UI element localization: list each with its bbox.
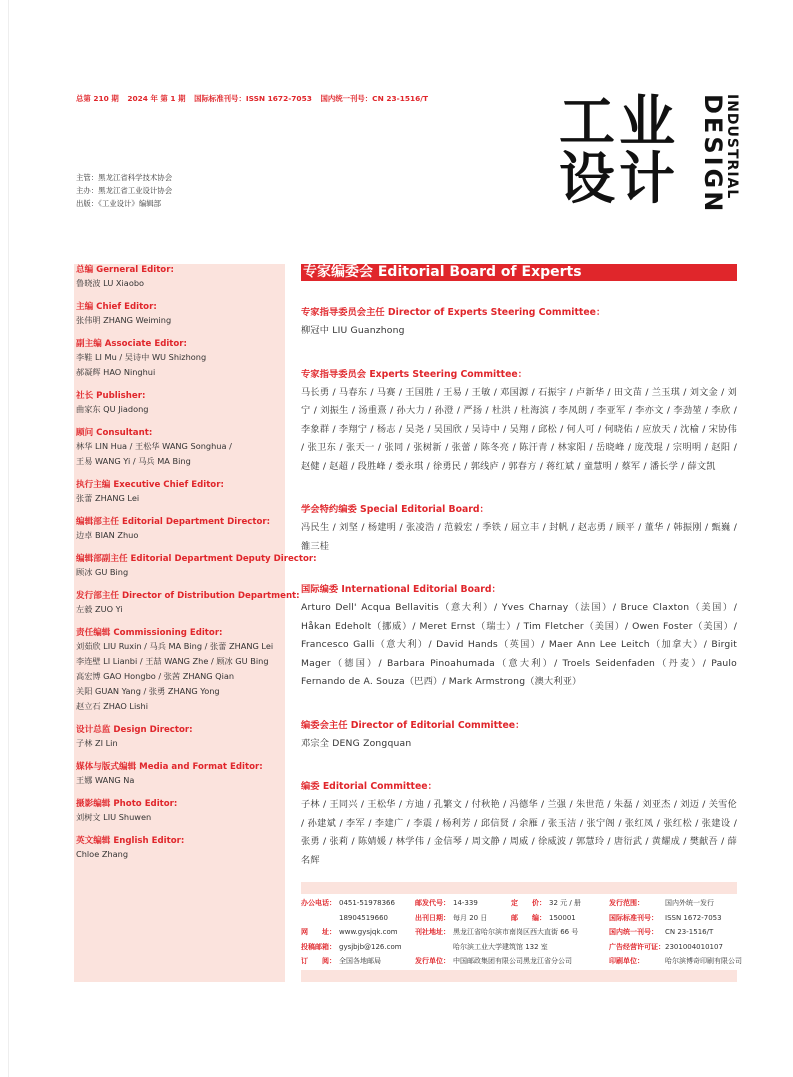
- staff-sidebar: [74, 264, 317, 982]
- staff-name: 顾冰 GU Bing: [76, 567, 129, 577]
- staff-entry: [76, 835, 285, 862]
- staff-role: 英文编辑 English Editor:: [76, 836, 185, 846]
- info-row: [415, 925, 578, 940]
- board-title: 专家编委会 Editorial Board of Experts: [301, 264, 737, 281]
- info-value: 全国各地邮局: [339, 957, 381, 965]
- editorial-board: [301, 264, 737, 870]
- info-value: 中国邮政集团有限公司黑龙江省分公司: [453, 957, 572, 965]
- staff-name: 刘树文 LIU Shuwen: [76, 812, 152, 822]
- staff-name: 曲家东 QU Jiadong: [76, 404, 149, 414]
- staff-name: 鲁晓波 LU Xiaobo: [76, 278, 145, 288]
- logo-en-line1: INDUSTRIAL: [724, 94, 740, 200]
- info-value: www.gysjqk.com: [339, 928, 398, 936]
- info-row: [301, 911, 402, 926]
- info-row: [301, 940, 402, 955]
- info-col-distribution: [609, 896, 742, 969]
- staff-name: 李连壁 LI Lianbi / 王喆 WANG Zhe / 顾冰 GU Bing: [76, 656, 269, 666]
- staff-entry: [76, 390, 285, 417]
- staff-name: 郝凝辉 HAO Ninghui: [76, 367, 156, 377]
- info-label: 邮发代号：: [415, 899, 450, 907]
- staff-entry: [76, 338, 285, 380]
- staff-name: 张伟明 ZHANG Weiming: [76, 315, 172, 325]
- info-value: 18904519660: [339, 913, 388, 922]
- info-value: 150001: [549, 913, 576, 922]
- staff-name: Chloe Zhang: [76, 849, 129, 859]
- page-margin-line: [8, 0, 9, 1077]
- staff-name: 高宏博 GAO Hongbo / 张茜 ZHANG Qian: [76, 671, 235, 681]
- info-label: 网 址：: [301, 928, 336, 936]
- info-row: [511, 911, 581, 926]
- info-value: 2301004010107: [665, 942, 723, 951]
- info-label: 国内统一刊号：: [609, 928, 658, 936]
- publication-info: [301, 882, 742, 982]
- info-value: 14-339: [453, 899, 478, 907]
- info-body: [301, 894, 742, 970]
- staff-role: 摄影编辑 Photo Editor:: [76, 799, 178, 809]
- info-value: ISSN 1672-7053: [665, 913, 722, 922]
- staff-role: 主编 Chief Editor:: [76, 302, 157, 312]
- staff-entry: [76, 627, 285, 714]
- staff-name: 林华 LIN Hua / 王松华 WANG Songhua /: [76, 441, 232, 451]
- info-row: [609, 954, 742, 969]
- board-section-title: 编委会主任 Director of Editorial Committee：: [301, 719, 525, 731]
- info-label: 发行范围：: [609, 899, 644, 907]
- staff-name: 王娜 WANG Na: [76, 775, 135, 785]
- staff-entry: [76, 427, 285, 469]
- logo-en-text: [699, 94, 740, 215]
- board-section-title: 学会特约编委 Special Editorial Board：: [301, 504, 489, 515]
- staff-role: 社长 Publisher:: [76, 391, 146, 401]
- info-value: 32 元 / 册: [549, 899, 581, 907]
- board-sections: [301, 307, 737, 870]
- staff-name: 刘茹欣 LIU Ruxin / 马兵 MA Bing / 张蕾 ZHANG Lei: [76, 641, 274, 651]
- info-value: 国内外统一发行: [665, 899, 714, 907]
- staff-role: 编辑部主任 Editorial Department Director:: [76, 517, 271, 527]
- board-section: [301, 369, 737, 477]
- staff-role: 责任编辑 Commissioning Editor:: [76, 628, 223, 638]
- board-section: [301, 584, 737, 692]
- info-value: gysjbjb@126.com: [339, 942, 402, 951]
- issue-total: 总第 210 期: [76, 94, 119, 103]
- info-value: 每月 20 日: [453, 913, 488, 922]
- board-section-members: 柳冠中 LIU Guanzhong: [301, 325, 405, 336]
- sponsor-publisher: 出版：《工业设计》编辑部: [76, 199, 161, 208]
- info-row: [415, 954, 578, 969]
- board-section-title: 国际编委 International Editorial Board：: [301, 584, 501, 595]
- staff-entry: [76, 761, 285, 788]
- issue-issn: 国际标准刊号：ISSN 1672-7053: [194, 94, 312, 103]
- staff-role: 顾问 Consultant:: [76, 428, 153, 438]
- staff-entry: [76, 798, 285, 825]
- sponsor-list: [76, 171, 172, 210]
- info-row: [415, 940, 578, 955]
- staff-name: 左毅 ZUO Yi: [76, 604, 123, 614]
- info-label: 邮 编：: [511, 913, 546, 922]
- board-section-members: 子林 / 王同兴 / 王松华 / 方迪 / 孔繁文 / 付秋艳 / 冯德华 / 兰强 / 朱世范 / 朱磊 / 刘亚杰 / 刘迈 / 关雪伦 / 孙建斌 / 李军 / 李建广 / 李震 / 杨利芳 / 邱信贤 / 余雁 / 张玉洁 / 张宁阁 / 张红凤 / 张红松 / 张建设 / 张勇 / 张莉 / 陈婧媛 / 林学伟 / 金信琴 / 周文静 / 周威 / 徐威波 / 郭慧玲 / 唐衍武 / 黄耀成 / 樊献吾 / 薛名辉: [301, 799, 737, 866]
- board-section-members: 邓宗全 DENG Zongquan: [301, 737, 412, 749]
- info-label: 投稿邮箱：: [301, 942, 336, 951]
- magazine-logo: [559, 90, 740, 215]
- staff-entry: [76, 590, 300, 617]
- board-section: [301, 781, 737, 870]
- staff-entry: [76, 516, 285, 543]
- staff-name: 关阳 GUAN Yang / 张勇 ZHANG Yong: [76, 686, 220, 696]
- staff-name: 赵立石 ZHAO Lishi: [76, 701, 149, 711]
- info-value: 哈尔滨工业大学建筑馆 132 室: [453, 942, 548, 951]
- board-section: [301, 504, 737, 556]
- info-row: [301, 896, 402, 911]
- info-label: 定 价：: [511, 899, 546, 907]
- info-label: 广告经营许可证：: [609, 942, 665, 951]
- info-row: [609, 896, 742, 911]
- staff-name: 李鞋 LI Mu / 吴诗中 WU Shizhong: [76, 352, 207, 362]
- staff-role: 总编 Gerneral Editor:: [76, 265, 174, 275]
- board-section-title: 编委 Editorial Committee：: [301, 781, 437, 792]
- staff-name: 子林 ZI Lin: [76, 738, 118, 748]
- info-label: 订 阅：: [301, 957, 336, 965]
- info-value: 哈尔滨博奇印刷有限公司: [665, 957, 742, 965]
- staff-name: 王易 WANG Yi / 马兵 MA Bing: [76, 456, 191, 466]
- info-label: 刊社地址：: [415, 928, 450, 936]
- info-row: [609, 911, 742, 926]
- info-label: 办公电话：: [301, 899, 336, 907]
- issue-year: 2024 年 第 1 期: [127, 94, 186, 103]
- issue-line: [76, 93, 434, 104]
- sponsor-host: 主办：黑龙江省工业设计协会: [76, 186, 173, 195]
- info-row: [609, 940, 742, 955]
- staff-role: 副主编 Associate Editor:: [76, 339, 187, 349]
- info-row: [301, 925, 402, 940]
- staff-role: 发行部主任 Director of Distribution Department:: [76, 591, 300, 601]
- staff-list: [74, 264, 317, 862]
- info-value: 黑龙江省哈尔滨市南岗区西大直街 66 号: [453, 928, 579, 936]
- staff-entry: [76, 301, 285, 328]
- staff-role: 媒体与版式编辑 Media and Format Editor:: [76, 762, 263, 772]
- info-row: [301, 954, 402, 969]
- info-bottom-band: [301, 974, 737, 982]
- info-label: 国际标准刊号：: [609, 913, 658, 922]
- board-section-members: Arturo Dell' Acqua Bellavitis（意大利）/ Yves Charnay（法国）/ Bruce Claxton（美国）/ Håkan Edeholt（挪威）/ Meret Ernst（瑞士）/ Tim Fletcher（美国）/ Owen Foster（美国）/ Francesco Galli（意大利）/ David Hands（英国）/ Maer Ann Lee Leitch（加拿大）/ Birgit Mager（德国）/ Barbara Pinoahumada（意大利）/ Troels Seidenfaden（丹麦）/ Paulo Fernando de A. Souza（巴西）/ Mark Armstrong（澳大利亚）: [301, 602, 737, 687]
- info-value: CN 23-1516/T: [665, 928, 714, 936]
- info-top-band: [301, 882, 737, 888]
- board-section-members: 马长勇 / 马春东 / 马赛 / 王国胜 / 王易 / 王敏 / 邓国源 / 石振宇 / 卢新华 / 田文苗 / 兰玉琪 / 刘文金 / 刘宁 / 刘振生 / 汤重熹 / 孙大力 / 孙澄 / 严扬 / 杜洪 / 杜海滨 / 李凤朗 / 李亚军 / 李亦文 / 李劲堃 / 李欣 / 李象群 / 李翔宁 / 杨志 / 吴尧 / 吴国欣 / 吴诗中 / 吴翔 / 邱松 / 何人可 / 何晓佑 / 应放天 / 沈榆 / 宋协伟 / 张卫东 / 张天一 / 张同 / 张树新 / 张蕾 / 陈冬亮 / 陈汗青 / 林家阳 / 岳晓峰 / 庞茂琨 / 宗明明 / 赵阳 / 赵健 / 赵超 / 段胜峰 / 娄永琪 / 徐勇民 / 郭线庐 / 郭春方 / 蒋红斌 / 童慧明 / 蔡军 / 潘长学 / 薛文凯: [301, 386, 737, 472]
- board-section-members: 冯民生 / 刘坚 / 杨建明 / 张凌浩 / 范毅宏 / 季铁 / 屈立丰 / 封帆 / 赵志勇 / 顾平 / 董华 / 韩振刚 / 甄巍 / 雒三桂: [301, 522, 737, 552]
- info-label: 出刊日期：: [415, 913, 450, 922]
- board-section-title: 专家指导委员会主任 Director of Experts Steering Committee：: [301, 307, 606, 318]
- issue-cn: 国内统一刊号：CN 23-1516/T: [320, 94, 429, 103]
- board-section: [301, 307, 737, 341]
- logo-en-line2: DESIGN: [699, 94, 727, 215]
- info-row: [609, 925, 742, 940]
- info-label: 发行单位：: [415, 957, 450, 965]
- info-col-contact: [301, 896, 402, 969]
- info-value: 0451-51978366: [339, 899, 395, 907]
- logo-cn-text: 工业设计: [559, 90, 679, 212]
- info-col-price: [511, 896, 581, 925]
- board-section-title: 专家指导委员会 Experts Steering Committee：: [301, 368, 528, 380]
- staff-entry: [76, 553, 317, 580]
- staff-role: 设计总监 Design Director:: [76, 725, 193, 735]
- sponsor-supervisor: 主管：黑龙江省科学技术协会: [76, 173, 173, 182]
- info-row: [511, 896, 581, 911]
- board-section: [301, 720, 737, 754]
- staff-name: 边卓 BIAN Zhuo: [76, 530, 139, 540]
- staff-entry: [76, 264, 285, 291]
- staff-name: 张蕾 ZHANG Lei: [76, 493, 140, 503]
- info-label: 印刷单位：: [609, 957, 644, 965]
- staff-entry: [76, 724, 285, 751]
- staff-role: 编辑部副主任 Editorial Department Deputy Director:: [76, 554, 317, 564]
- staff-role: 执行主编 Executive Chief Editor:: [76, 480, 224, 490]
- staff-entry: [76, 479, 285, 506]
